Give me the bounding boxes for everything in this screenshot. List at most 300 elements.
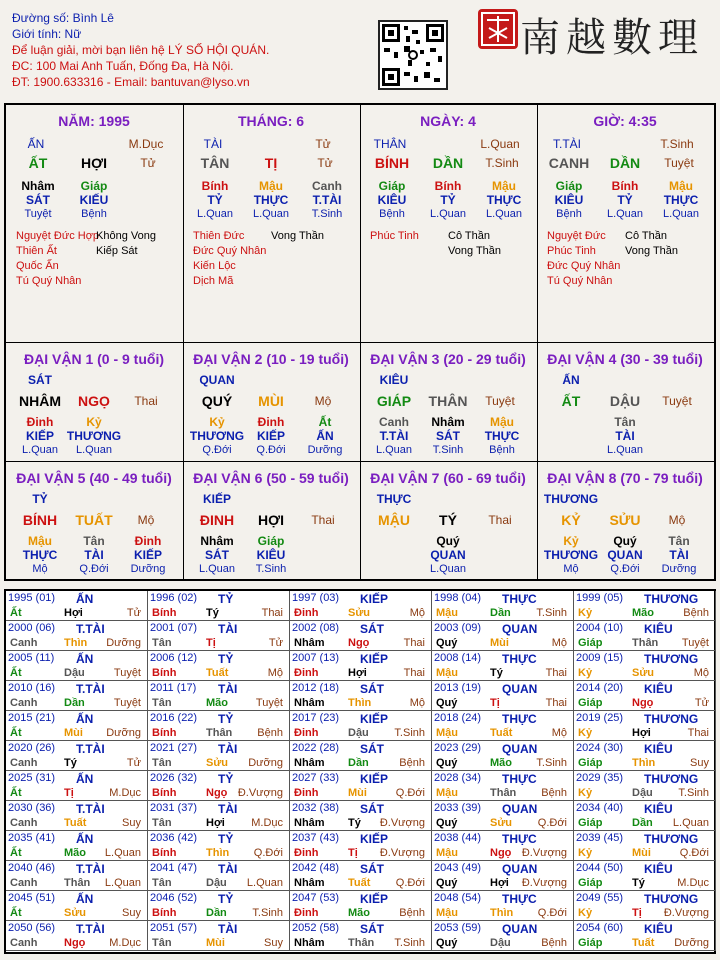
hidden-phase: L.Quan	[485, 208, 523, 220]
year-phase: Tuyệt	[113, 667, 141, 679]
year-god: KIÊU	[644, 862, 673, 876]
hidden-god: THỰC	[484, 429, 520, 443]
year-phase: Mộ	[551, 727, 567, 739]
dai-van-1	[6, 343, 183, 461]
hidden-god: KIẾU	[79, 193, 109, 207]
year-branch: Tuất	[348, 877, 371, 889]
year-label: 2049 (55)	[576, 892, 624, 904]
year-cell[interactable]	[432, 861, 574, 891]
year-cell[interactable]	[290, 711, 432, 741]
year-phase: Q.Đới	[537, 817, 567, 829]
year-label: 2045 (51)	[8, 892, 56, 904]
year-god: T.TÀI	[76, 622, 105, 636]
year-cell[interactable]	[290, 591, 432, 621]
year-cell[interactable]	[574, 831, 716, 861]
year-branch: Sửu	[348, 607, 371, 619]
year-cell[interactable]	[574, 681, 716, 711]
year-branch: Mão	[64, 847, 86, 859]
year-label: 2034 (40)	[576, 802, 624, 814]
year-stem: Nhâm	[294, 817, 325, 829]
year-god: T.TÀI	[76, 922, 105, 936]
star-right: Kiếp Sát	[96, 245, 138, 257]
pillar-stem: ẤT	[28, 155, 48, 171]
year-phase: Thai	[545, 667, 567, 679]
hidden-stem: Quý	[613, 534, 637, 548]
year-branch: Hợi	[64, 607, 83, 619]
year-cell[interactable]	[574, 771, 716, 801]
star-right: Cô Thần	[625, 230, 667, 242]
year-cell[interactable]	[6, 861, 148, 891]
year-god: SÁT	[360, 622, 384, 636]
hidden-stem: Canh	[379, 415, 409, 429]
year-phase: M.Dục	[109, 937, 141, 949]
year-phase: M.Dục	[677, 877, 709, 889]
year-god: TÀI	[218, 682, 238, 696]
year-cell[interactable]	[432, 921, 574, 951]
year-phase: Suy	[122, 907, 141, 919]
year-cell[interactable]	[290, 651, 432, 681]
year-cell[interactable]	[6, 921, 148, 951]
year-stem: Đinh	[294, 727, 319, 739]
year-label: 2051 (57)	[150, 922, 198, 934]
year-cell[interactable]	[148, 681, 290, 711]
year-god: QUAN	[502, 862, 538, 876]
hidden-phase: Bệnh	[379, 208, 405, 220]
year-god: KIÊU	[644, 622, 673, 636]
year-branch: Dần	[206, 907, 227, 919]
year-god: THỰC	[502, 892, 537, 906]
year-god: SÁT	[360, 922, 384, 936]
year-label: 2019 (25)	[576, 712, 624, 724]
dai-van-title: ĐẠI VẬN 2 (10 - 19 tuổi)	[193, 351, 349, 367]
year-label: 2010 (16)	[8, 682, 56, 694]
year-cell[interactable]	[148, 771, 290, 801]
year-stem: Tân	[152, 757, 172, 769]
year-cell[interactable]	[574, 651, 716, 681]
year-stem: Đinh	[294, 907, 319, 919]
year-phase: Tử	[126, 757, 141, 769]
pillar-branch-phase: Tuyệt	[664, 156, 694, 170]
year-cell[interactable]	[148, 621, 290, 651]
year-phase: L.Quan	[672, 817, 709, 829]
year-cell[interactable]	[290, 801, 432, 831]
year-label: 2028 (34)	[434, 772, 482, 784]
year-god: QUAN	[502, 682, 538, 696]
year-branch: Tuất	[64, 817, 87, 829]
year-stem: Quý	[436, 937, 458, 949]
year-phase: T.Sinh	[678, 787, 709, 799]
hidden-phase: L.Quan	[198, 563, 236, 575]
year-phase: Suy	[264, 937, 283, 949]
year-phase: M.Dục	[109, 787, 141, 799]
year-cell[interactable]	[432, 801, 574, 831]
hidden-phase: Tuyệt	[24, 208, 52, 220]
year-branch: Sửu	[206, 757, 229, 769]
dai-van-branch: THÂN	[428, 393, 468, 409]
year-stem: Giáp	[578, 877, 603, 889]
year-cell[interactable]	[574, 621, 716, 651]
year-label: 2048 (54)	[434, 892, 482, 904]
year-god: TỶ	[218, 772, 234, 786]
dai-van-god: KIẾP	[202, 492, 232, 506]
year-cell[interactable]	[574, 861, 716, 891]
hidden-phase: L.Quan	[21, 444, 59, 456]
year-phase: Tử	[694, 697, 709, 709]
dai-van-4	[537, 343, 714, 461]
year-phase: Đ.Vượng	[521, 877, 567, 889]
dai-van-stem: QUÝ	[201, 393, 233, 409]
year-god: KIẾP	[360, 712, 389, 726]
year-branch: Sửu	[490, 817, 513, 829]
year-label: 2006 (12)	[150, 652, 198, 664]
year-cell[interactable]	[6, 651, 148, 681]
dai-van-phase: Thai	[311, 513, 335, 527]
year-cell[interactable]	[574, 891, 716, 921]
year-cell[interactable]	[290, 681, 432, 711]
year-cell[interactable]	[6, 801, 148, 831]
hidden-god: T.TÀI	[379, 429, 409, 443]
pillar-branch-phase: T.Sinh	[485, 156, 519, 170]
year-label: 2001 (07)	[150, 622, 198, 634]
year-cell[interactable]	[148, 831, 290, 861]
pillar-stem-god: ẤN	[27, 137, 45, 151]
year-phase: Suy	[690, 757, 709, 769]
year-branch: Ngọ	[206, 787, 228, 799]
year-stem: Kỷ	[578, 847, 593, 859]
year-phase: Q.Đới	[679, 847, 709, 859]
hidden-stem: Giáp	[555, 179, 583, 193]
year-cell[interactable]	[6, 891, 148, 921]
dai-van-phase: Mộ	[314, 394, 332, 408]
pillar-3	[537, 105, 714, 342]
year-god: THƯƠNG	[644, 772, 699, 786]
year-branch: Mão	[490, 757, 512, 769]
year-phase: Thai	[261, 607, 283, 619]
year-stem: Giáp	[578, 757, 603, 769]
year-cell[interactable]	[290, 891, 432, 921]
dai-van-7	[360, 462, 537, 580]
dai-van-branch: SỬU	[609, 512, 641, 528]
year-label: 2004 (10)	[576, 622, 624, 634]
hidden-stem: Bính	[434, 179, 462, 193]
year-branch: Dậu	[206, 877, 227, 889]
year-god: QUAN	[502, 622, 538, 636]
year-branch: Thìn	[490, 907, 514, 919]
year-god: T.TÀI	[76, 742, 105, 756]
pillar-title: THÁNG: 6	[237, 113, 305, 129]
star-left: Thiên Đức	[193, 230, 245, 242]
year-label: 2027 (33)	[292, 772, 340, 784]
dai-van-phase: Mộ	[137, 513, 155, 527]
year-cell[interactable]	[148, 891, 290, 921]
header	[0, 0, 720, 100]
year-cell[interactable]	[432, 741, 574, 771]
year-cell[interactable]	[6, 681, 148, 711]
year-phase: L.Quan	[246, 877, 283, 889]
year-branch: Mùi	[206, 937, 225, 949]
hidden-god: KIẾP	[25, 429, 55, 443]
year-cell[interactable]	[148, 801, 290, 831]
year-branch: Tị	[64, 787, 74, 799]
year-stem: Quý	[436, 817, 458, 829]
year-cell[interactable]	[6, 591, 148, 621]
year-phase: Đ.Vượng	[521, 847, 567, 859]
hidden-god: KIẾP	[133, 548, 163, 562]
year-god: QUAN	[502, 742, 538, 756]
year-branch: Dậu	[348, 727, 369, 739]
year-label: 2012 (18)	[292, 682, 340, 694]
year-label: 2033 (39)	[434, 802, 482, 814]
year-label: 2029 (35)	[576, 772, 624, 784]
chart-grid	[4, 103, 716, 581]
year-label: 2043 (49)	[434, 862, 482, 874]
year-label: 2017 (23)	[292, 712, 340, 724]
year-god: ẤN	[76, 892, 94, 906]
hidden-phase: L.Quan	[75, 444, 113, 456]
year-phase: Tuyệt	[113, 697, 141, 709]
year-stem: Giáp	[578, 817, 603, 829]
year-branch: Tuất	[490, 727, 513, 739]
year-branch: Mão	[206, 697, 228, 709]
year-cell[interactable]	[432, 621, 574, 651]
year-god: SÁT	[360, 862, 384, 876]
year-cell[interactable]	[574, 711, 716, 741]
hidden-stem: Mậu	[492, 179, 516, 193]
star-right: Không Vong	[96, 230, 156, 242]
year-label: 2008 (14)	[434, 652, 482, 664]
year-cell[interactable]	[6, 741, 148, 771]
year-phase: M.Dục	[251, 817, 283, 829]
hidden-god: SÁT	[436, 429, 460, 443]
year-cell[interactable]	[148, 861, 290, 891]
hidden-stem: Nhâm	[200, 534, 234, 548]
dai-van-stem: ẤT	[561, 393, 581, 409]
year-label: 2031 (37)	[150, 802, 198, 814]
year-cell[interactable]	[432, 831, 574, 861]
year-label: 2007 (13)	[292, 652, 340, 664]
hidden-phase: T.Sinh	[432, 444, 464, 456]
hidden-stem: Kỷ	[86, 415, 102, 429]
year-branch: Tý	[490, 667, 503, 679]
hidden-phase: Bệnh	[81, 208, 107, 220]
hidden-god: TỶ	[207, 193, 223, 207]
year-god: KIÊU	[644, 682, 673, 696]
year-branch: Thân	[632, 637, 659, 649]
year-branch: Dần	[348, 757, 369, 769]
year-label: 2022 (28)	[292, 742, 340, 754]
year-stem: Bính	[152, 607, 177, 619]
year-god: QUAN	[502, 922, 538, 936]
pillar-branch: DẦN	[432, 155, 464, 171]
year-god: THỰC	[502, 712, 537, 726]
year-stem: Kỷ	[578, 667, 593, 679]
year-branch: Hợi	[632, 727, 651, 739]
year-god: T.TÀI	[76, 862, 105, 876]
year-phase: Bệnh	[541, 787, 567, 799]
year-cell[interactable]	[432, 711, 574, 741]
year-god: TÀI	[218, 862, 238, 876]
year-branch: Ngọ	[64, 937, 86, 949]
year-cell[interactable]	[574, 741, 716, 771]
year-stem: Tân	[152, 697, 172, 709]
year-phase: Thai	[545, 697, 567, 709]
year-phase: L.Quan	[104, 877, 141, 889]
year-cell[interactable]	[432, 651, 574, 681]
year-branch: Mùi	[64, 727, 83, 739]
year-branch: Thân	[348, 937, 375, 949]
name-line: Đường số: Bình Lê	[12, 11, 114, 25]
year-branch: Thân	[206, 727, 233, 739]
year-phase: Suy	[122, 817, 141, 829]
year-god: TỶ	[218, 592, 234, 606]
year-branch: Tý	[206, 607, 219, 619]
year-cell[interactable]	[148, 591, 290, 621]
year-label: 2046 (52)	[150, 892, 198, 904]
year-god: KIÊU	[644, 922, 673, 936]
year-cell[interactable]	[148, 651, 290, 681]
hidden-phase: Bệnh	[556, 208, 582, 220]
star-left: Quốc Ấn	[16, 260, 59, 272]
hidden-god: KIÊU	[256, 548, 286, 562]
star-left: Nguyệt Đức Hợp	[16, 230, 100, 242]
star-left: Đức Quý Nhân	[193, 245, 267, 257]
year-branch: Thìn	[632, 757, 656, 769]
year-god: KIẾP	[360, 772, 389, 786]
year-stem: Giáp	[578, 937, 603, 949]
year-cell[interactable]	[432, 891, 574, 921]
year-god: THƯƠNG	[644, 712, 699, 726]
hidden-phase: L.Quan	[606, 444, 644, 456]
hidden-god: KIÊU	[377, 193, 407, 207]
hidden-god: THƯƠNG	[189, 429, 245, 443]
year-god: THƯƠNG	[644, 892, 699, 906]
dai-van-god: THƯƠNG	[543, 492, 599, 506]
year-branch: Tị	[632, 907, 642, 919]
dai-van-god: THỰC	[376, 492, 412, 506]
dai-van-stem: ĐINH	[199, 512, 235, 528]
qr-code-icon[interactable]	[378, 20, 448, 90]
year-cell[interactable]	[148, 711, 290, 741]
hidden-phase: L.Quan	[196, 208, 234, 220]
hidden-stem: Nhâm	[431, 415, 465, 429]
hidden-stem: Bính	[611, 179, 639, 193]
year-cell[interactable]	[290, 771, 432, 801]
hidden-stem: Bính	[201, 179, 229, 193]
hidden-stem: Nhâm	[21, 179, 55, 193]
gender-line: Giới tính: Nữ	[12, 27, 82, 41]
year-cell[interactable]	[574, 921, 716, 951]
year-cell[interactable]	[432, 591, 574, 621]
year-label: 2052 (58)	[292, 922, 340, 934]
year-branch: Tuất	[632, 937, 655, 949]
year-stem: Bính	[152, 667, 177, 679]
year-cell[interactable]	[6, 621, 148, 651]
year-cell[interactable]	[290, 831, 432, 861]
year-stem: Ất	[10, 667, 22, 679]
year-label: 2015 (21)	[8, 712, 56, 724]
year-cell[interactable]	[290, 741, 432, 771]
hidden-phase: Dưỡng	[307, 444, 343, 456]
hidden-phase: Dưỡng	[661, 563, 697, 575]
hidden-stem: Mậu	[259, 179, 283, 193]
year-phase: Dưỡng	[106, 637, 141, 649]
year-cell[interactable]	[432, 771, 574, 801]
year-cell[interactable]	[6, 771, 148, 801]
year-god: THỰC	[502, 592, 537, 606]
year-god: TỶ	[218, 832, 234, 846]
year-cell[interactable]	[432, 681, 574, 711]
year-cell[interactable]	[6, 831, 148, 861]
year-label: 2042 (48)	[292, 862, 340, 874]
year-label: 2013 (19)	[434, 682, 482, 694]
year-label: 2024 (30)	[576, 742, 624, 754]
year-label: 2044 (50)	[576, 862, 624, 874]
year-branch: Tuất	[206, 667, 229, 679]
year-god: THỰC	[502, 832, 537, 846]
dai-van-stem: NHÂM	[19, 393, 61, 409]
year-label: 2016 (22)	[150, 712, 198, 724]
year-phase: T.Sinh	[252, 907, 283, 919]
year-cell[interactable]	[574, 591, 716, 621]
dai-van-stem: MẬU	[378, 512, 410, 528]
dai-van-branch: NGỌ	[78, 393, 110, 409]
year-branch: Ngọ	[348, 637, 370, 649]
year-branch: Dậu	[632, 787, 653, 799]
year-cell[interactable]	[290, 621, 432, 651]
hidden-phase: L.Quan	[606, 208, 644, 220]
year-label: 1998 (04)	[434, 592, 482, 604]
dai-van-god: QUAN	[199, 373, 235, 387]
year-god: TỶ	[218, 892, 234, 906]
hidden-stem: Mậu	[490, 415, 514, 429]
year-phase: Mộ	[693, 667, 709, 679]
year-branch: Hợi	[490, 877, 509, 889]
year-cell[interactable]	[148, 741, 290, 771]
year-label: 2005 (11)	[8, 652, 55, 664]
year-stem: Mậu	[436, 727, 458, 739]
year-stem: Bính	[152, 787, 177, 799]
year-god: THỰC	[502, 772, 537, 786]
year-cell[interactable]	[574, 801, 716, 831]
year-cell[interactable]	[290, 921, 432, 951]
year-god: ẤN	[76, 832, 94, 846]
year-phase: Q.Đới	[395, 877, 425, 889]
contact-note: Để luận giải, mời bạn liên hệ LÝ SỐ HỘI QUÁN.	[12, 43, 270, 57]
year-god: TÀI	[218, 622, 238, 636]
year-label: 2026 (32)	[150, 772, 198, 784]
year-label: 2003 (09)	[434, 622, 482, 634]
dai-van-stem: BÍNH	[22, 512, 58, 528]
year-stem: Kỷ	[578, 727, 593, 739]
year-branch: Ngọ	[632, 697, 654, 709]
year-god: KIẾP	[360, 592, 389, 606]
year-branch: Hợi	[206, 817, 225, 829]
year-stem: Mậu	[436, 907, 458, 919]
year-cell[interactable]	[148, 921, 290, 951]
hidden-phase: L.Quan	[252, 208, 290, 220]
year-stem: Ất	[10, 787, 22, 799]
year-phase: Mộ	[551, 637, 567, 649]
year-label: 2025 (31)	[8, 772, 56, 784]
year-cell[interactable]	[290, 861, 432, 891]
year-phase: Bệnh	[257, 727, 283, 739]
year-label: 2014 (20)	[576, 682, 624, 694]
year-stem: Canh	[10, 697, 38, 709]
pillar-stem-phase: L.Quan	[480, 137, 520, 151]
year-branch: Tý	[632, 877, 645, 889]
year-cell[interactable]	[6, 711, 148, 741]
hidden-phase: L.Quan	[429, 563, 467, 575]
